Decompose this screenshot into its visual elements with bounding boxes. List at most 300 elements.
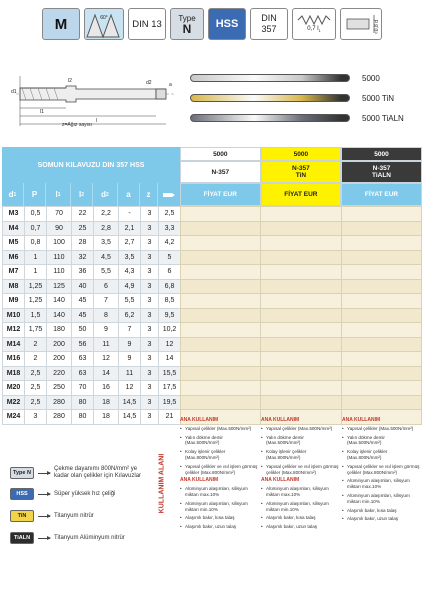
table-cell: 9 (94, 323, 119, 338)
table-cell: 14,5 (119, 410, 141, 425)
table-cell: 17,5 (159, 381, 181, 396)
legend-badge: TiALN (10, 532, 34, 544)
group-code: 5000 (261, 147, 342, 161)
product-list (190, 68, 420, 128)
price-cell (341, 265, 421, 280)
price-group (180, 147, 261, 206)
table-row (3, 337, 181, 352)
price-cell (261, 236, 341, 251)
table-cell: 6,8 (159, 279, 181, 294)
table-cell: 2,5 (25, 395, 47, 410)
table-cell: 3 (141, 250, 159, 265)
usage-item: • Alaşımlı bakır, uzun talaş (261, 524, 339, 530)
table-cell: 3 (141, 381, 159, 396)
table-cell: 4,5 (94, 250, 119, 265)
table-row (3, 308, 181, 323)
table-cell: 2 (25, 352, 47, 367)
svg-text:≈0,8 d: ≈0,8 d (374, 20, 380, 34)
table-cell: 16 (94, 381, 119, 396)
column-header: l 1 (46, 183, 71, 206)
price-row (181, 250, 422, 265)
table-cell: 3,3 (159, 221, 181, 236)
table-cell: 1,25 (25, 279, 47, 294)
usage-head: ANA KULLANIM (261, 477, 300, 484)
table-cell: 3,5 (94, 236, 119, 251)
table-cell: 1,75 (25, 323, 47, 338)
price-row (181, 279, 422, 294)
table-cell: 36 (72, 265, 94, 280)
price-cell (181, 308, 261, 323)
table-cell: M22 (3, 395, 25, 410)
table-row (3, 323, 181, 338)
drill-size-icon (158, 183, 180, 206)
price-cell (341, 250, 421, 265)
price-cell (181, 236, 261, 251)
table-cell: 3 (141, 294, 159, 309)
group-name-line: N-357 (372, 165, 391, 172)
shank-icon (340, 8, 382, 40)
price-cell (341, 323, 421, 338)
price-cell (261, 279, 341, 294)
table-cell: 280 (47, 410, 72, 425)
table-cell: 3 (25, 410, 47, 425)
type-value: N (182, 22, 192, 36)
column-header: d 2 (93, 183, 118, 206)
type-label: Type (178, 14, 196, 23)
svg-text:60°: 60° (100, 15, 108, 21)
usage-item: • Alaşımlı bakır, uzun talaş (180, 524, 258, 530)
table-cell: 2,7 (119, 236, 141, 251)
table-cell: 90 (47, 221, 72, 236)
usage-item: • Alüminyum alaşımları, silisyum miktarı min.10% (342, 493, 420, 505)
table-cell: 80 (72, 395, 94, 410)
group-name-line: N-357 (211, 168, 230, 176)
column-header: z (140, 183, 158, 206)
tolerance-label: 0,7 $l_1$ (307, 26, 321, 34)
table-cell: 32 (72, 250, 94, 265)
table-row (3, 352, 181, 367)
price-cell (341, 221, 421, 236)
table-cell: 11 (119, 366, 141, 381)
thread-angle-icon (84, 8, 124, 40)
price-group (341, 147, 422, 206)
arrow-icon (38, 494, 50, 495)
table-cell: M14 (3, 337, 25, 352)
usage-item: • Kolay işlenir çelikler (Max.800N/mm²) (261, 449, 339, 461)
usage-head: ANA KULLANIM (261, 417, 300, 423)
table-cell: 18 (94, 395, 119, 410)
price-row (181, 236, 422, 251)
usage-item: • Yalın dökme demir (Max.500N/mm²) (180, 435, 258, 447)
product-code: 5000 TiN (362, 93, 395, 103)
price-cell (181, 352, 261, 367)
table-cell: 3 (141, 236, 159, 251)
table-cell: M12 (3, 323, 25, 338)
table-cell: 2,5 (25, 366, 47, 381)
price-row (181, 221, 422, 236)
price-cell (261, 294, 341, 309)
din13-badge: DIN 13 (128, 8, 166, 40)
table-cell: 4,3 (119, 265, 141, 280)
din357-line1: DIN (261, 13, 277, 23)
price-table (180, 206, 422, 425)
usage-item: • Kolay işlenir çelikler (Max.800N/mm²) (342, 449, 420, 461)
table-title: SOMUN KILAVUZU DIN 357 HSS (2, 147, 180, 183)
price-row (181, 366, 422, 381)
usage-item: • Yapısal çelikler ve ısıl işlem görmüş çelikler (Max.800N/mm²) (342, 464, 420, 476)
table-cell: 70 (47, 207, 72, 222)
hss-badge: HSS (208, 8, 246, 40)
dimension-header-row (2, 183, 180, 206)
table-cell: 14,5 (119, 395, 141, 410)
usage-item: • Yapısal çelikler (Max.500N/mm²) (342, 426, 420, 432)
price-cell (181, 366, 261, 381)
table-cell: 12 (119, 381, 141, 396)
table-cell: 45 (72, 294, 94, 309)
table-cell: 40 (72, 279, 94, 294)
table-cell: 2,2 (94, 207, 119, 222)
table-cell: 200 (47, 337, 72, 352)
price-cell (261, 323, 341, 338)
price-cell (261, 221, 341, 236)
table-cell: 3 (141, 366, 159, 381)
table-row (3, 294, 181, 309)
table-cell: M7 (3, 265, 25, 280)
tolerance-icon (292, 8, 336, 40)
usage-item: • Alaşımlı bakır, kısa talaş (261, 515, 339, 521)
price-cell (181, 294, 261, 309)
usage-item: • Alüminyum alaşımları, silisyum miktarı max.10% (342, 478, 420, 490)
table-cell: 9 (119, 352, 141, 367)
legend-text: Titanyum nitrür (54, 512, 94, 519)
price-cell (261, 337, 341, 352)
table-cell: M8 (3, 279, 25, 294)
table-cell: 80 (72, 410, 94, 425)
legend-item (10, 488, 150, 500)
table-row (3, 250, 181, 265)
table-cell: 18 (94, 410, 119, 425)
table-cell: 3 (141, 410, 159, 425)
group-code: 5000 (180, 147, 261, 161)
table-cell: 2,1 (119, 221, 141, 236)
svg-text:l1: l1 (40, 109, 44, 115)
table-cell: 4,9 (119, 279, 141, 294)
usage-item: • Yapısal çelikler ve ısıl işlem görmüş çelikler (Max.800N/mm²) (261, 464, 339, 476)
price-cell (181, 381, 261, 396)
table-row (3, 207, 181, 222)
svg-text:a: a (169, 82, 172, 88)
table-cell: 280 (47, 395, 72, 410)
price-cell (341, 207, 421, 222)
table-cell: 140 (47, 294, 72, 309)
table-cell: 12 (159, 337, 181, 352)
table-cell: 45 (72, 308, 94, 323)
group-price-label: FİYAT EUR (341, 183, 422, 206)
usage-item: • Yapısal çelikler ve ısıl işlem görmüş çelikler (Max.800N/mm²) (180, 464, 258, 476)
usage-column (261, 418, 339, 533)
table-cell: 25 (72, 221, 94, 236)
table-cell: M5 (3, 236, 25, 251)
table-cell: 3 (141, 337, 159, 352)
legend-badge: HSS (10, 488, 34, 500)
table-cell: M20 (3, 381, 25, 396)
usage-item: • Yapısal çelikler (Max.500N/mm²) (261, 426, 339, 432)
table-cell: 125 (47, 279, 72, 294)
table-cell: 1 (25, 265, 47, 280)
table-cell: 6 (94, 279, 119, 294)
price-cell (261, 265, 341, 280)
legend-item (10, 510, 150, 522)
group-price-label: FİYAT EUR (180, 183, 261, 206)
usage-item: • Kolay işlenir çelikler (Max.800N/mm²) (180, 449, 258, 461)
product-item (190, 108, 420, 128)
price-cell (341, 236, 421, 251)
legend-text: Süper yüksek hız çeliği (54, 490, 116, 497)
table-cell: 21 (159, 410, 181, 425)
tap-image (190, 114, 350, 122)
table-cell: 50 (72, 323, 94, 338)
table-cell: 14 (94, 366, 119, 381)
price-cell (341, 366, 421, 381)
group-price-label: FİYAT EUR (261, 183, 342, 206)
type-n-badge (170, 8, 204, 40)
legend-item (10, 466, 150, 480)
price-row (181, 294, 422, 309)
usage-item: • Alüminyum alaşımları, silisyum miktarı max.10% (180, 486, 258, 498)
arrow-icon (38, 516, 50, 517)
table-cell: 3,5 (119, 250, 141, 265)
din357-line2: 357 (261, 24, 277, 34)
price-cell (261, 207, 341, 222)
usage-head: ANA KULLANIM (342, 417, 381, 423)
table-cell: 9,5 (159, 308, 181, 323)
svg-text:d2: d2 (146, 80, 152, 86)
price-cell (261, 395, 341, 410)
price-cell (261, 352, 341, 367)
table-cell: 220 (47, 366, 72, 381)
price-cell (341, 279, 421, 294)
product-code: 5000 TiALN (362, 113, 404, 123)
table-cell: 3 (141, 207, 159, 222)
group-name-line: N-357 (292, 165, 310, 172)
table-cell: 1,25 (25, 294, 47, 309)
product-item (190, 68, 420, 88)
usage-item: • Alaşımlı bakır, kısa talaş (342, 508, 420, 514)
price-cell (181, 323, 261, 338)
table-cell: 180 (47, 323, 72, 338)
column-header: a (118, 183, 140, 206)
table-cell: 8,5 (159, 294, 181, 309)
column-header: P (24, 183, 46, 206)
table-cell: 9 (119, 337, 141, 352)
table-row (3, 366, 181, 381)
table-cell: 70 (72, 381, 94, 396)
price-cell (261, 250, 341, 265)
dimension-table (2, 206, 180, 425)
usage-title: KULLANIM ALANI (158, 453, 166, 513)
table-cell: 10,2 (159, 323, 181, 338)
table-cell: 140 (47, 308, 72, 323)
din357-badge (250, 8, 288, 40)
table-cell: 6 (159, 265, 181, 280)
table-cell: 3 (141, 395, 159, 410)
table-cell: 2 (25, 337, 47, 352)
table-cell: 12 (94, 352, 119, 367)
tap-diagram (6, 62, 176, 138)
svg-text:d1: d1 (11, 89, 17, 95)
price-cell (341, 395, 421, 410)
svg-text:l: l (96, 118, 98, 124)
table-cell: 0,8 (25, 236, 47, 251)
price-row (181, 265, 422, 280)
table-cell: 19,5 (159, 395, 181, 410)
table-cell: 4,2 (159, 236, 181, 251)
table-cell: 8 (94, 308, 119, 323)
product-code: 5000 (362, 73, 380, 83)
usage-item: • Yalın dökme demir (Max.500N/mm²) (342, 435, 420, 447)
tap-image (190, 94, 350, 102)
price-group-headers (180, 147, 422, 198)
usage-item: • Alaşımlı bakır, kısa talaş (180, 515, 258, 521)
tap-image (190, 74, 350, 82)
table-cell: 3 (141, 279, 159, 294)
table-cell: 22 (72, 207, 94, 222)
price-cell (181, 279, 261, 294)
usage-item: • Alüminyum alaşımları, silisyum miktarı min.10% (180, 501, 258, 513)
table-cell: 11 (94, 337, 119, 352)
table-cell: 14 (159, 352, 181, 367)
table-cell: 56 (72, 337, 94, 352)
arrow-icon (38, 538, 50, 539)
price-cell (341, 352, 421, 367)
price-row (181, 207, 422, 222)
usage-head: ANA KULLANIM (180, 417, 219, 423)
table-cell: 0,5 (25, 207, 47, 222)
table-cell: 63 (72, 352, 94, 367)
usage-column (342, 418, 420, 525)
table-cell: 2,5 (159, 207, 181, 222)
price-cell (341, 337, 421, 352)
group-coating: TiALN (371, 172, 391, 179)
usage-item: • Alüminyum alaşımları, silisyum miktarı min.10% (261, 501, 339, 513)
price-cell (341, 308, 421, 323)
usage-item: • Alaşımlı bakır, uzun talaş (342, 516, 420, 522)
table-cell: M4 (3, 221, 25, 236)
table-cell: 3 (141, 352, 159, 367)
material-badge: M (42, 8, 80, 40)
usage-item: • Yapısal çelikler (Max.500N/mm²) (180, 426, 258, 432)
table-row (3, 236, 181, 251)
arrow-icon (38, 473, 50, 474)
table-cell: M24 (3, 410, 25, 425)
price-cell (181, 221, 261, 236)
table-cell: M3 (3, 207, 25, 222)
table-cell: M6 (3, 250, 25, 265)
table-cell: 2,8 (94, 221, 119, 236)
table-cell: 28 (72, 236, 94, 251)
table-cell: 0,7 (25, 221, 47, 236)
price-cell (261, 366, 341, 381)
usage-column (180, 418, 258, 533)
table-cell: 7 (119, 323, 141, 338)
group-code: 5000 (341, 147, 422, 161)
price-cell (261, 308, 341, 323)
table-cell: 5 (159, 250, 181, 265)
table-cell: M10 (3, 308, 25, 323)
table-row (3, 395, 181, 410)
usage-item: • Alüminyum alaşımları, silisyum miktarı max.10% (261, 486, 339, 498)
price-cell (341, 294, 421, 309)
table-cell: M16 (3, 352, 25, 367)
table-cell: 3 (141, 221, 159, 236)
group-name (341, 161, 422, 183)
column-header: d 1 (2, 183, 24, 206)
table-cell: 3 (141, 308, 159, 323)
group-name (180, 161, 261, 183)
product-item (190, 88, 420, 108)
table-cell: 3 (141, 323, 159, 338)
legend-text: Titanyum Alüminyum nitrür (54, 534, 125, 541)
table-row (3, 279, 181, 294)
legend-badge: TiN (10, 510, 34, 522)
table-cell: 1,5 (25, 308, 47, 323)
legend (0, 418, 150, 598)
legend-badge: Type N (10, 467, 34, 479)
table-cell: - (119, 207, 141, 222)
table-cell: 5,5 (94, 265, 119, 280)
svg-text:l2: l2 (68, 78, 72, 84)
group-coating: TiN (295, 172, 307, 179)
table-row (3, 221, 181, 236)
table-cell: 3 (141, 265, 159, 280)
usage-item: • Yalın dökme demir (Max.500N/mm²) (261, 435, 339, 447)
table-cell: M9 (3, 294, 25, 309)
price-cell (261, 381, 341, 396)
table-cell: 2,5 (25, 381, 47, 396)
price-cell (181, 337, 261, 352)
table-cell: M18 (3, 366, 25, 381)
price-row (181, 323, 422, 338)
table-cell: 250 (47, 381, 72, 396)
column-header: l 2 (71, 183, 93, 206)
table-row (3, 381, 181, 396)
table-cell: 7 (94, 294, 119, 309)
price-row (181, 381, 422, 396)
table-cell: 110 (47, 265, 72, 280)
table-cell: 200 (47, 352, 72, 367)
diagram-caption: z=Ağız sayısı (62, 122, 92, 128)
table-cell: 1 (25, 250, 47, 265)
legend-item (10, 532, 150, 544)
legend-text: Çekme dayanımı 800N/mm² ye kadar olan çelikler için Kılavuzlar (54, 466, 142, 479)
usage-head: ANA KULLANIM (180, 477, 219, 484)
price-row (181, 308, 422, 323)
table-cell: 5,5 (119, 294, 141, 309)
table-cell: 6,2 (119, 308, 141, 323)
price-cell (341, 381, 421, 396)
table-cell: 110 (47, 250, 72, 265)
table-cell: 100 (47, 236, 72, 251)
price-cell (181, 207, 261, 222)
price-cell (181, 250, 261, 265)
table-cell: 15,5 (159, 366, 181, 381)
table-row (3, 265, 181, 280)
price-group (261, 147, 342, 206)
price-cell (181, 265, 261, 280)
price-row (181, 352, 422, 367)
group-name (261, 161, 342, 183)
price-row (181, 337, 422, 352)
